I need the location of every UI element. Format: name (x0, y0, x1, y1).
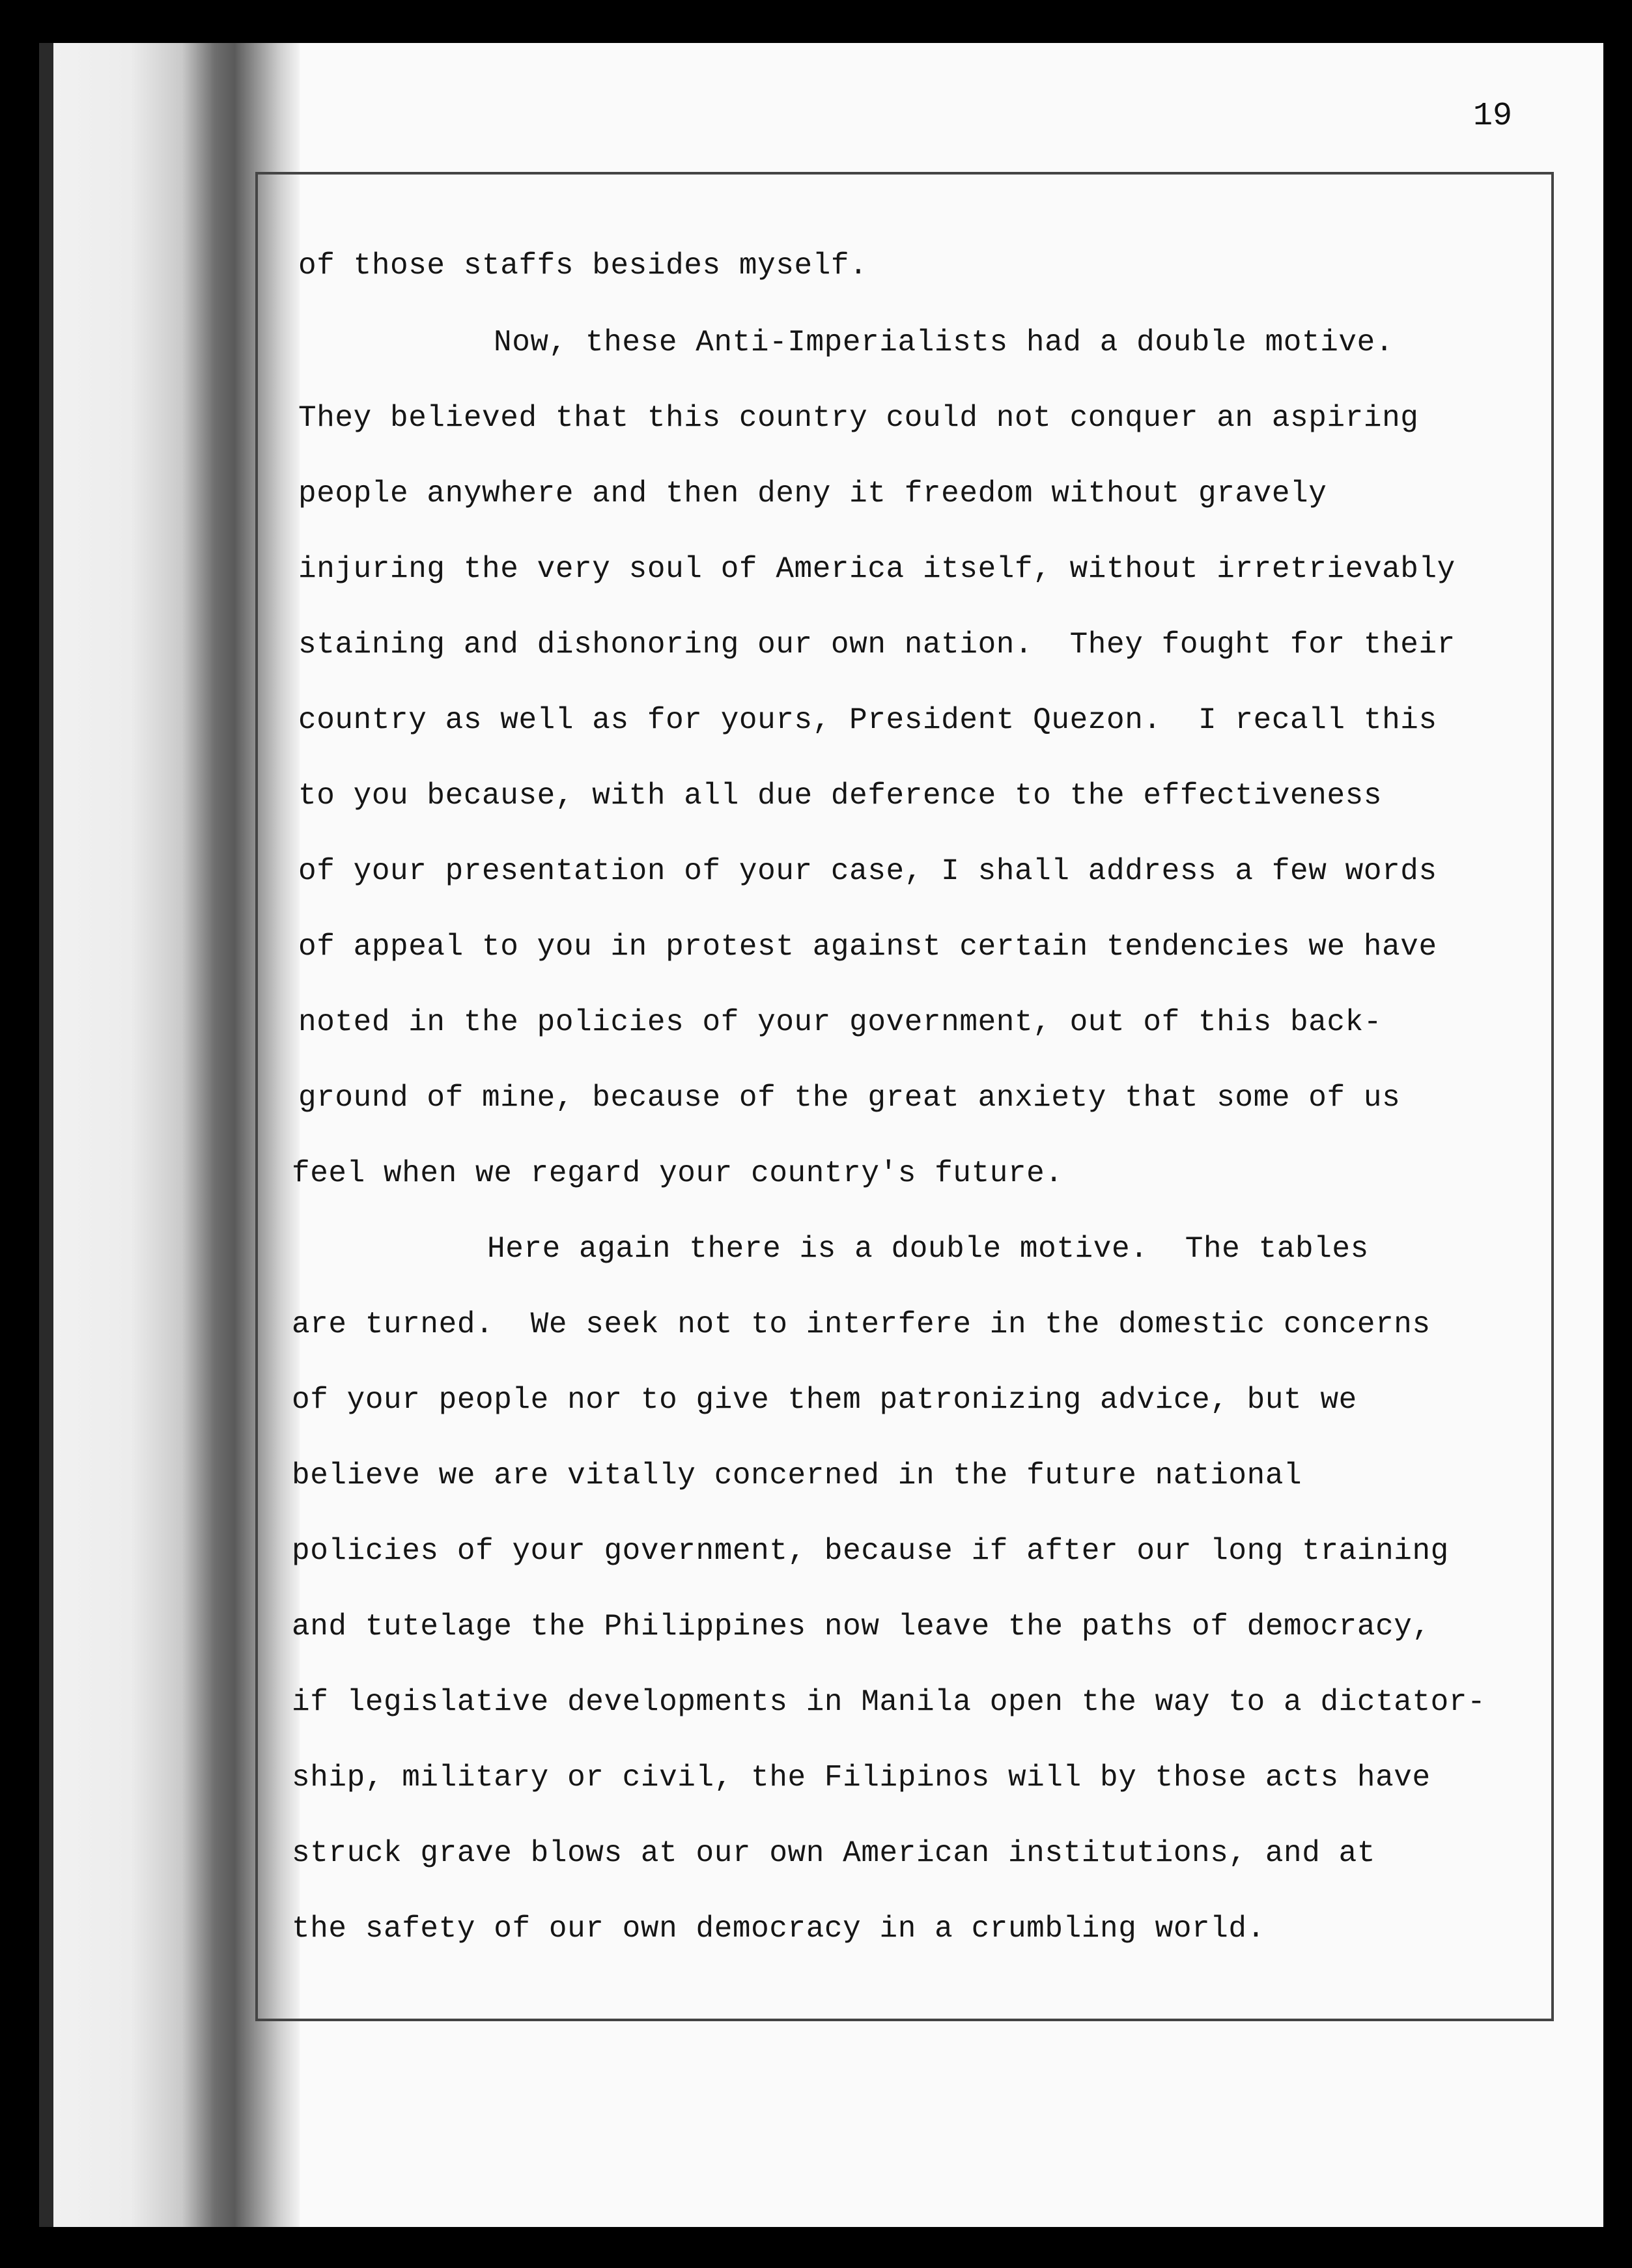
body-line: injuring the very soul of America itself, without irretrievably (298, 552, 1456, 586)
body-line: the safety of our own democracy in a crumbling world. (292, 1912, 1265, 1946)
body-line: ship, military or civil, the Filipinos will by those acts have (292, 1761, 1431, 1795)
body-line: and tutelage the Philippines now leave the paths of democracy, (292, 1610, 1431, 1644)
body-line: feel when we regard your country's future. (292, 1156, 1063, 1190)
body-line: Now, these Anti-Imperialists had a double motive. (494, 326, 1394, 359)
body-line: believe we are vitally concerned in the future national (292, 1459, 1302, 1492)
body-line: people anywhere and then deny it freedom without gravely (298, 477, 1327, 511)
body-line: of those staffs besides myself. (298, 249, 868, 283)
body-line: They believed that this country could not conquer an aspiring (298, 401, 1419, 435)
body-line: of your people nor to give them patronizing advice, but we (292, 1383, 1357, 1417)
body-line: ground of mine, because of the great anxiety that some of us (298, 1081, 1401, 1115)
body-line: staining and dishonoring our own nation. They fought for their (298, 628, 1456, 662)
body-line: struck grave blows at our own American institutions, and at (292, 1836, 1376, 1870)
body-line: noted in the policies of your government, out of this back- (298, 1005, 1383, 1039)
body-line: if legislative developments in Manila open the way to a dictator- (292, 1685, 1486, 1719)
body-line: Here again there is a double motive. The tables (487, 1232, 1369, 1266)
body-line: of appeal to you in protest against certain tendencies we have (298, 930, 1437, 964)
body-line: of your presentation of your case, I shall address a few words (298, 854, 1437, 888)
body-line: are turned. We seek not to interfere in the domestic concerns (292, 1308, 1431, 1341)
page-number: 19 (1473, 98, 1513, 135)
body-line: policies of your government, because if after our long training (292, 1534, 1449, 1568)
body-line: country as well as for yours, President Quezon. I recall this (298, 703, 1437, 737)
body-line: to you because, with all due deference to the effectiveness (298, 779, 1383, 813)
typed-text-frame (255, 172, 1554, 2021)
page-edge (39, 43, 53, 2227)
